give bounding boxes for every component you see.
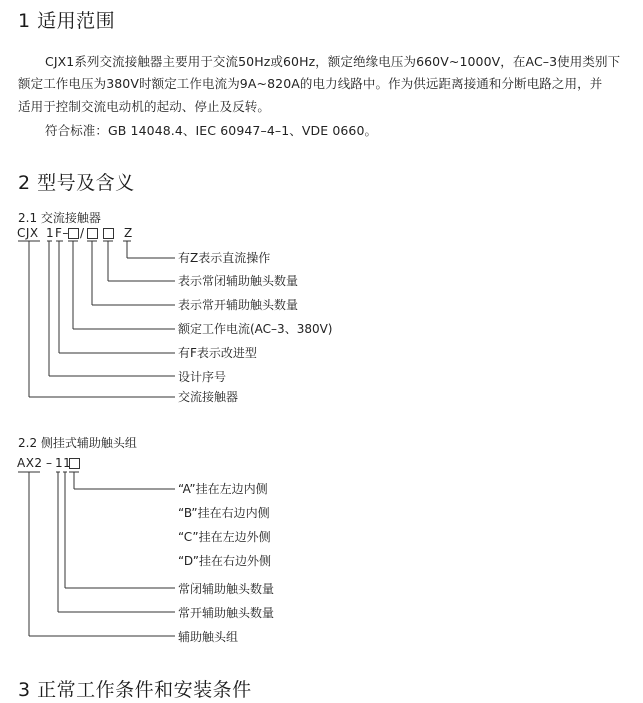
subsection-2-2-title: 2.2 侧挂式辅助触头组 [18, 436, 137, 450]
label-b-right-inner: “B”挂在右边内侧 [178, 506, 270, 520]
model-code-dash: – [46, 456, 53, 470]
label-aux-contact-group: 辅助触头组 [178, 630, 239, 644]
model-code-z: Z [124, 226, 133, 240]
section-2-heading: 2 型号及含义 [18, 172, 135, 194]
scope-paragraph-line-3: 适用于控制交流电动机的起动、停止及反转。 [18, 99, 271, 114]
label-nc-aux-count-2: 常闭辅助触头数量 [178, 582, 275, 596]
label-c-left-outer: “C”挂在左边外侧 [178, 530, 271, 544]
label-f-improved: 有F表示改进型 [178, 346, 257, 360]
standards-line: 符合标准：GB 14048.4、IEC 60947–4–1、VDE 0660。 [45, 123, 378, 138]
model-code-f: F– [55, 226, 69, 240]
section-3-heading: 3 正常工作条件和安装条件 [18, 679, 252, 701]
label-no-aux-count: 表示常开辅助触头数量 [178, 298, 299, 312]
label-a-left-inner: “A”挂在左边内侧 [178, 482, 268, 496]
label-nc-aux-count: 表示常闭辅助触头数量 [178, 274, 299, 288]
label-no-aux-count-2: 常开辅助触头数量 [178, 606, 275, 620]
label-z-dc-operation: 有Z表示直流操作 [178, 251, 271, 265]
scope-paragraph-line-1: CJX1系列交流接触器主要用于交流50Hz或60Hz，额定绝缘电压为660V~1000V，在AC–3使用类别下 [45, 54, 621, 69]
label-rated-current: 额定工作电流(AC–3、380V) [178, 322, 333, 336]
model-code-series: 1 [46, 226, 55, 240]
model-code-11: 11 [55, 456, 72, 470]
model-code-slash: / [80, 226, 85, 240]
scope-paragraph-line-2: 额定工作电压为380V时额定工作电流为9A~820A的电力线路中。作为供远距离接通和分断电路之用，并 [18, 76, 603, 91]
label-design-number: 设计序号 [178, 370, 227, 384]
model-code-ax2: AX2 [17, 456, 43, 470]
label-d-right-outer: “D”挂在右边外侧 [178, 554, 271, 568]
model-code-cjx: CJX [17, 226, 39, 240]
section-1-heading: 1 适用范围 [18, 10, 116, 32]
label-ac-contactor: 交流接触器 [178, 390, 239, 404]
subsection-2-1-title: 2.1 交流接触器 [18, 211, 101, 225]
